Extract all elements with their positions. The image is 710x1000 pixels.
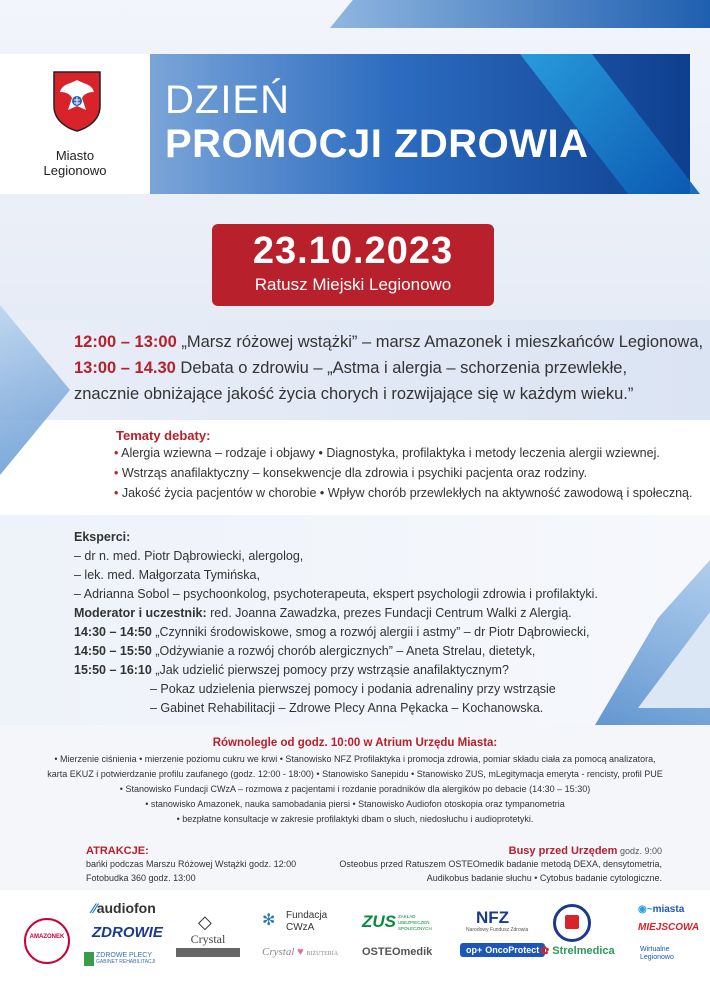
wirtualne-legionowo-logo: Wirtualne Legionowo [640, 946, 674, 961]
parallel-line: karta EKUZ i potwierdzanie profilu zaufanego (godz. 12:00 - 18:00) • Stanowisko Sanepidu • Stanowisko ZUS, mLegitymacja emeryta - rencisty, profil PUE [47, 769, 663, 779]
city-crest-icon [52, 70, 102, 132]
talk-subline: – Gabinet Rehabilitacji – Zdrowe Plecy Anna Pękacka – Kochanowska. [150, 701, 544, 715]
buses-heading: Busy przed Urzędem godz. 9:00 [508, 845, 662, 857]
amazonki-logo: AMAZONEK [24, 918, 70, 964]
moderator-line: Moderator i uczestnik: red. Joanna Zawadzka, prezes Fundacji Centrum Walki z Alergią. [74, 606, 572, 620]
parallel-line: • Stanowisko Fundacji CWzA – rozmowa z pacjentami i rozdanie poradników dla alergików po debacie (14:30 – 15:30) [119, 784, 591, 794]
event-place: Ratusz Miejski Legionowo [254, 275, 452, 294]
attraction-item: Fotobudka 360 godz. 13:00 [86, 873, 196, 883]
fundacja-snowflake-icon: ✻ [262, 912, 276, 929]
ministry-emblem-icon [553, 904, 591, 942]
bus-item: Audikobus badanie słuchu • Cytobus badanie cytologiczne. [426, 873, 662, 883]
city-name: Miasto Legionowo [43, 148, 107, 178]
nfz-subtitle: Narodowy Fundusz Zdrowia [466, 927, 529, 933]
schedule-line-1: 12:00 – 13:00 „Marsz różowej wstążki” – marsz Amazonek i mieszkańców Legionowa, [74, 333, 704, 351]
strelmedica-logo: ✿ Strelmedica [540, 945, 615, 957]
experts-heading: Eksperci: [74, 530, 131, 544]
talk-line: 14:50 – 15:50 „Odżywianie a rozwój chorób alergicznych” – Aneta Strelau, dietetyk, [74, 644, 536, 658]
decorative-stripe [330, 0, 710, 28]
parallel-line: • bezpłatne konsultacje w zakresie profilaktyki dbam o słuch, niedosłuchu i audioprotetyki. [176, 814, 534, 824]
schedule-line-2: 13:00 – 14.30 Debata o zdrowiu – „Astma i alergia – schorzenia przewlekłe, [74, 359, 628, 377]
zdrowe-plecy-icon [84, 952, 94, 966]
parallel-line: • Mierzenie ciśnienia • mierzenie poziomu cukru we krwi • Stanowisko NFZ Profilaktyka i promocja zdrowia, pomiar składu ciała za pomocą analizatora, [54, 754, 656, 764]
title-line-1: DZIEŃ [165, 78, 290, 122]
attractions-heading: ATRAKCJE: [86, 845, 149, 857]
miejscowa-logo: MIEJSCOWA [638, 922, 700, 933]
talk-line: 15:50 – 16:10 „Jak udzielić pierwszej pomocy przy wstrząsie anafilaktycznym? [74, 663, 509, 677]
talk-subline: – Pokaz udzielenia pierwszej pomocy i podania adrenaliny przy wstrząsie [150, 682, 556, 696]
zus-logo: ZUS [362, 912, 396, 931]
nfz-logo: NFZ [476, 908, 510, 927]
crystal-bar [176, 948, 240, 957]
zdrowie-logo: ZDROWIE [92, 924, 163, 941]
parallel-line: • stanowisko Amazonek, nauka samobadania piersi • Stanowisko Audiofon otoskopia oraz tympanometria [145, 799, 565, 809]
crystal-logo: Crystal [190, 932, 226, 946]
bus-item: Osteobus przed Ratuszem OSTEOmedik badanie metodą DEXA, densytometria, [339, 859, 662, 869]
oncoprotect-logo: op+ OncoProtect [460, 943, 545, 957]
topic-line: • Jakość życia pacjentów w chorobie • Wpływ chorób przewlekłych na aktywność zawodową i społeczną. [114, 486, 693, 500]
expert-item: – dr n. med. Piotr Dąbrowiecki, alergolog, [74, 549, 304, 563]
title-line-2: PROMOCJI ZDROWIA [165, 122, 589, 166]
osteomedik-logo: OSTEOmedik [362, 946, 433, 958]
expert-item: – Adrianna Sobol – psychoonkolog, psychoterapeuta, ekspert psychologii zdrowia i profilaktyki. [74, 587, 598, 601]
topics-heading: Tematy debaty: [116, 428, 211, 443]
crystal-diamond-icon: ◇ [198, 912, 212, 932]
talk-line: 14:30 – 14:50 „Czynniki środowiskowe, smog a rozwój alergii i astmy” – dr Piotr Dąbrowiecki, [74, 625, 590, 639]
schedule-line-3: znacznie obniżające jakość życia chorych i rozwijające się w każdym wieku.” [74, 385, 634, 403]
date-box [212, 224, 494, 306]
fundacja-logo: Fundacja CWzA [286, 910, 328, 933]
parallel-heading: Równolegle od godz. 10:00 w Atrium Urzędu Miasta: [212, 737, 498, 749]
audiofon-logo: ⁄⁄audiofon [92, 900, 156, 916]
event-date: 23.10.2023 [252, 230, 454, 272]
topic-line: • Alergia wziewna – rodzaje i objawy • Diagnostyka, profilaktyka i metody leczenia alergii wziewnej. [114, 446, 660, 460]
zus-subtitle: ZAKŁAD UBEZPIECZEŃ SPOŁECZNYCH [398, 914, 432, 931]
zdrowe-plecy-logo: ZDROWE PLECY GABINET REHABILITACJI [96, 952, 156, 965]
crystal-bizuteria-logo: Crystal ♥ BIŻUTERIA [262, 946, 339, 958]
attraction-item: bańki podczas Marszu Różowej Wstążki godz. 12:00 [86, 859, 297, 869]
miasta-logo: ◉~miasta [638, 904, 685, 915]
topic-line: • Wstrząs anafilaktyczny – konsekwencje dla zdrowia i psychiki pacjenta oraz rodziny. [114, 466, 588, 480]
expert-item: – lek. med. Małgorzata Tymińska, [74, 568, 260, 582]
